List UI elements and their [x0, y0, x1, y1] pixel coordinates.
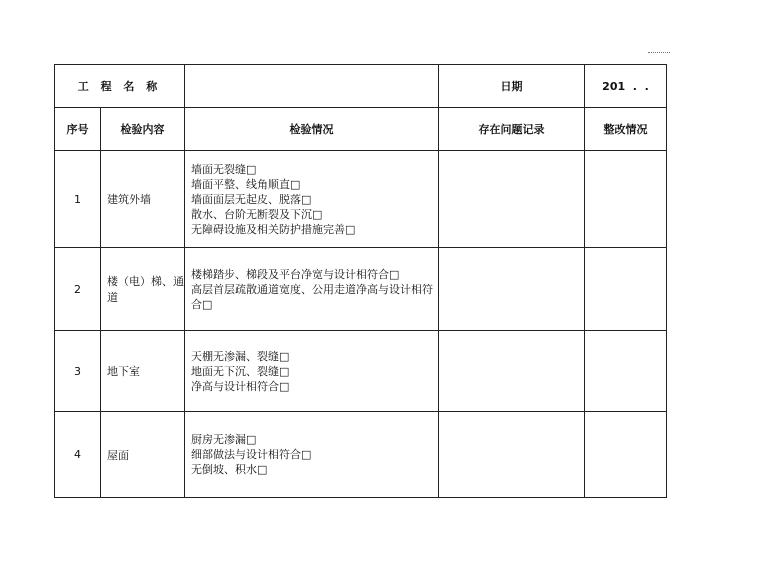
check-item: 楼梯踏步、梯段及平台净宽与设计相符合□	[191, 267, 400, 281]
rectification-cell[interactable]	[585, 412, 667, 498]
rectification-cell[interactable]	[585, 248, 667, 331]
check-item: 无障碍设施及相关防护措施完善□	[191, 222, 356, 236]
row-content: 建筑外墙	[101, 151, 185, 248]
project-name-field[interactable]	[185, 65, 439, 108]
issues-cell[interactable]	[439, 412, 585, 498]
rectification-cell[interactable]	[585, 151, 667, 248]
check-item: 厨房无渗漏□	[191, 433, 257, 446]
issues-cell[interactable]	[439, 151, 585, 248]
check-item: 无倒坡、积水□	[191, 463, 268, 476]
row-content: 楼（电）梯、通道	[101, 248, 185, 331]
column-header-rectification: 整改情况	[585, 108, 667, 151]
table-row	[55, 248, 667, 331]
row-seq: 2	[55, 248, 101, 331]
check-item: 净高与设计相符合□	[191, 379, 290, 393]
check-item: 墙面平整、线角顺直□	[191, 177, 301, 191]
date-label: 日期	[439, 65, 585, 108]
row-seq: 1	[55, 151, 101, 248]
check-item: 墙面面层无起皮、脱落□	[191, 192, 312, 206]
column-header-status: 检验情况	[185, 108, 439, 151]
row-checks	[185, 331, 439, 412]
table-row	[55, 412, 667, 498]
row-checks	[185, 151, 439, 248]
issues-cell[interactable]	[439, 331, 585, 412]
column-header-seq: 序号	[55, 108, 101, 151]
check-item: 地面无下沉、裂缝□	[191, 364, 290, 378]
column-header-content: 检验内容	[101, 108, 185, 151]
row-checks	[185, 412, 439, 498]
table-row	[55, 331, 667, 412]
row-content: 地下室	[101, 331, 185, 412]
page-corner-mark	[648, 52, 670, 55]
issues-cell[interactable]	[439, 248, 585, 331]
inspection-form-table	[54, 64, 667, 498]
project-name-label: 工 程 名 称	[55, 65, 185, 108]
table-row	[55, 151, 667, 248]
row-seq: 3	[55, 331, 101, 412]
check-item: 墙面无裂缝□	[191, 162, 257, 176]
rectification-cell[interactable]	[585, 331, 667, 412]
column-header-row	[55, 108, 667, 151]
row-seq: 4	[55, 412, 101, 498]
check-item: 天棚无渗漏、裂缝□	[191, 349, 290, 363]
row-content: 屋面	[101, 412, 185, 498]
date-field[interactable]: 201 . .	[585, 65, 667, 108]
column-header-issues: 存在问题记录	[439, 108, 585, 151]
check-item: 细部做法与设计相符合□	[191, 448, 312, 461]
check-item: 散水、台阶无断裂及下沉□	[191, 207, 323, 221]
project-header-row	[55, 65, 667, 108]
check-item: 高层首层疏散通道宽度、公用走道净高与设计相符合□	[191, 282, 433, 311]
row-checks	[185, 248, 439, 331]
